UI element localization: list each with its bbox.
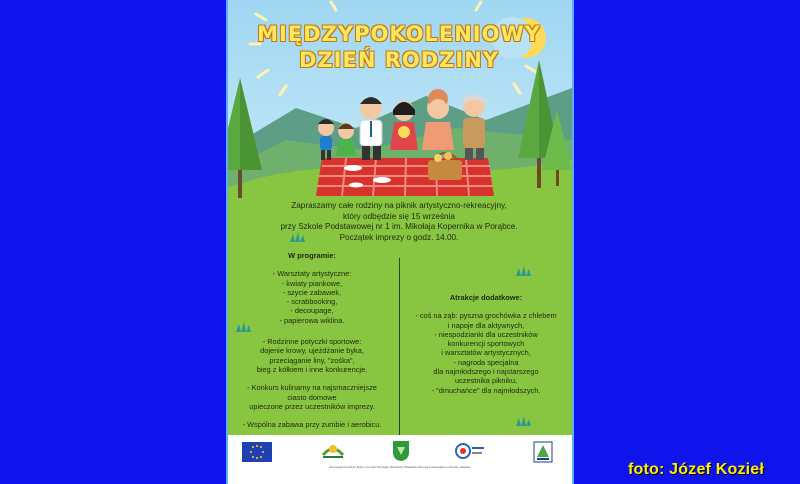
extras-line: - nagroda specjalna [453,357,519,367]
extras-line: - coś na ząb: pyszna grochówka z chlebem [415,311,557,321]
poster-frame [572,0,574,484]
footer-caption: Europejski Fundusz Rolny na rzecz Rozwoju Obszarów Wiejskich: Europa inwestująca w obszary wiejskie [329,465,471,469]
invitation-line: Początek imprezy o godz. 14.00. [339,232,459,242]
extras-line: i warsztatów artystycznych, [441,348,531,358]
extras-column [402,293,570,395]
program-line: - Wspólna zabawa przy zumbie i aerobicu. [242,420,382,430]
program-block-workshops [228,269,396,325]
development-program-logo [454,441,486,461]
program-block-cooking-contest [228,383,396,411]
program-line: - scrabbooking, [286,297,338,307]
left-background [0,0,228,484]
sponsor-footer [226,435,572,484]
extras-line: - "dmuchańce" dla najmłodszych. [431,385,541,395]
program-block-zumba [228,420,396,429]
picnic-blanket [316,158,494,196]
leader-rural-logo [321,441,345,461]
eu-flag-logo [242,442,272,462]
invitation-line: który odbędzie się 15 września [343,211,455,221]
poster-title-line-2: DZIEŃ RODZINY [299,48,499,72]
program-line: - szycie zabawek, [282,287,342,297]
program-line: przeciąganie liny, "zośka", [269,355,355,365]
poster-frame [226,0,228,484]
column-divider [399,258,400,436]
program-column [228,251,396,437]
photo-credit: foto: Józef Kozieł [628,461,765,478]
program-line: - decoupage, [290,306,334,316]
extras-line: uczestnika pikniku, [454,376,518,386]
program-line: upieczone przez uczestników imprezy. [249,401,375,411]
program-line: - kwiaty piankowe, [281,278,343,288]
invitation-line: Zapraszamy całe rodziny na piknik artystyczno-rekreacyjny, [291,201,507,210]
invitation-line: przy Szkole Podstawowej nr 1 im. Mikołaja Kopernika w Porąbce. [280,222,518,231]
extras-line: i napoje dla aktywnych, [447,320,525,330]
extras-line: konkurencji sportowych [447,339,525,349]
program-block-sports [228,337,396,374]
invitation-text [246,201,552,243]
poster-title-line-1: MIĘDZYPOKOLENIOWY [257,22,541,46]
leader-logo [533,441,553,463]
extras-line: - niespodzianki dla uczestników [434,329,538,339]
extras-header: Atrakcje dodatkowe: [449,293,523,302]
program-line: bieg z kółkiem i inne konkurencje. [256,364,368,374]
program-line: - Rodzinne potyczki sportowe: [262,337,362,347]
event-poster [226,0,572,484]
extras-line: dla najmłodszego i najstarszego [433,367,539,377]
program-line: - Konkurs kulinarny na najsmaczniejsze [247,383,377,393]
region-crest-logo [392,440,410,462]
program-line: - Warsztaty artystyczne: [272,269,352,279]
program-line: dojenie krowy, ujeżdżanie byka, [260,346,364,356]
program-line: ciasto domowe [287,392,337,402]
program-header: W programie: [288,251,336,260]
program-line: - papierowa wiklina. [279,315,345,325]
right-background [572,0,800,484]
